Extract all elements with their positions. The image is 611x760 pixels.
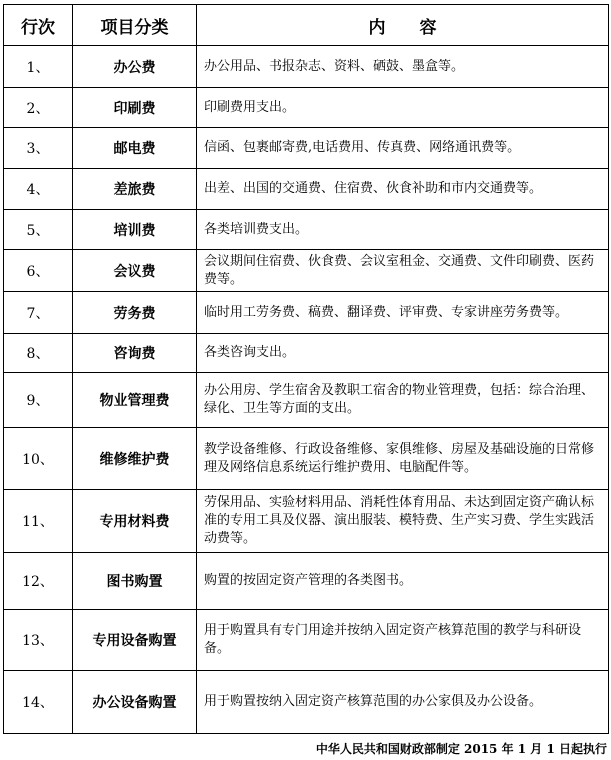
expense-category-table: [3, 4, 609, 734]
row-number: 13、: [4, 610, 73, 671]
row-number: 6、: [4, 250, 73, 292]
row-category: 差旅费: [73, 169, 197, 210]
row-category: 维修维护费: [73, 428, 197, 490]
table-row: [4, 169, 609, 210]
row-number: 5、: [4, 210, 73, 250]
row-category: 劳务费: [73, 292, 197, 334]
table-row: [4, 46, 609, 88]
row-number: 4、: [4, 169, 73, 210]
expense-category-sheet: [3, 4, 608, 734]
table-row: [4, 428, 609, 490]
row-number: 10、: [4, 428, 73, 490]
row-category: 办公设备购置: [73, 671, 197, 734]
row-number: 14、: [4, 671, 73, 734]
issuer-footnote: 中华人民共和国财政部制定 2015 年 1 月 1 日起执行: [315, 742, 607, 756]
row-category: 物业管理费: [73, 373, 197, 428]
row-category: 会议费: [73, 250, 197, 292]
row-number: 9、: [4, 373, 73, 428]
table-row: [4, 490, 609, 553]
row-number: 3、: [4, 128, 73, 169]
table-row: [4, 553, 609, 610]
row-category: 办公费: [73, 46, 197, 88]
table-row: [4, 373, 609, 428]
row-content: 印刷费用支出。: [197, 88, 609, 128]
header-category: 项目分类: [73, 5, 197, 46]
header-content: 内 容: [197, 5, 609, 46]
row-number: 12、: [4, 553, 73, 610]
row-content: 临时用工劳务费、稿费、翻译费、评审费、专家讲座劳务费等。: [197, 292, 609, 334]
row-number: 8、: [4, 334, 73, 373]
row-category: 咨询费: [73, 334, 197, 373]
row-content: 各类咨询支出。: [197, 334, 609, 373]
row-content: 用于购置具有专门用途并按纳入固定资产核算范围的教学与科研设备。: [197, 610, 609, 671]
row-category: 印刷费: [73, 88, 197, 128]
row-category: 专用设备购置: [73, 610, 197, 671]
table-row: [4, 128, 609, 169]
row-content: 办公用品、书报杂志、资料、硒鼓、墨盒等。: [197, 46, 609, 88]
row-number: 1、: [4, 46, 73, 88]
row-number: 2、: [4, 88, 73, 128]
row-category: 邮电费: [73, 128, 197, 169]
table-header-row: [4, 5, 609, 46]
row-category: 培训费: [73, 210, 197, 250]
row-category: 图书购置: [73, 553, 197, 610]
table-row: [4, 250, 609, 292]
row-content: 购置的按固定资产管理的各类图书。: [197, 553, 609, 610]
row-category: 专用材料费: [73, 490, 197, 553]
row-content: 信函、包裹邮寄费,电话费用、传真费、网络通讯费等。: [197, 128, 609, 169]
table-row: [4, 210, 609, 250]
header-row-number: 行次: [4, 5, 73, 46]
table-row: [4, 671, 609, 734]
row-content: 教学设备维修、行政设备维修、家俱维修、房屋及基础设施的日常修理及网络信息系统运行维护费用、电脑配件等。: [197, 428, 609, 490]
row-content: 用于购置按纳入固定资产核算范围的办公家俱及办公设备。: [197, 671, 609, 734]
row-number: 7、: [4, 292, 73, 334]
table-row: [4, 334, 609, 373]
row-number: 11、: [4, 490, 73, 553]
table-row: [4, 610, 609, 671]
row-content: 劳保用品、实验材料用品、消耗性体育用品、未达到固定资产确认标准的专用工具及仪器、演出服装、模特费、生产实习费、学生实践活动费等。: [197, 490, 609, 553]
row-content: 各类培训费支出。: [197, 210, 609, 250]
row-content: 会议期间住宿费、伙食费、会议室租金、交通费、文件印刷费、医药费等。: [197, 250, 609, 292]
row-content: 出差、出国的交通费、住宿费、伙食补助和市内交通费等。: [197, 169, 609, 210]
table-row: [4, 88, 609, 128]
table-row: [4, 292, 609, 334]
row-content: 办公用房、学生宿舍及教职工宿舍的物业管理费，包括：综合治理、绿化、卫生等方面的支出。: [197, 373, 609, 428]
